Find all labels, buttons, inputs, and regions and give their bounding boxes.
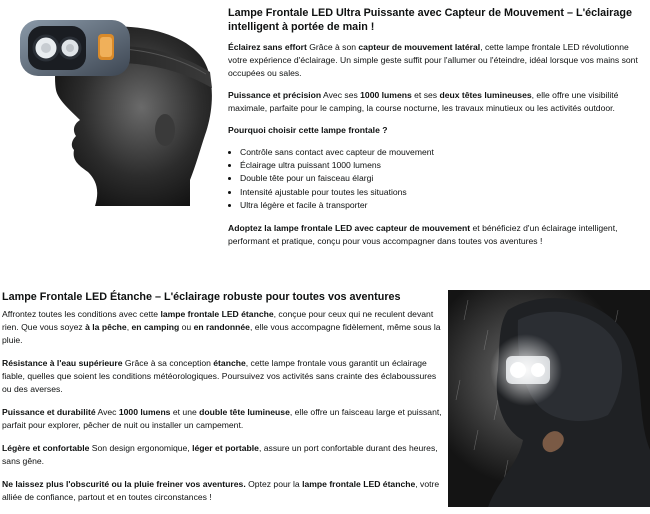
- top-title: Lampe Frontale LED Ultra Puissante avec Capteur de Mouvement – L'éclairage intelligent à portée de main !: [228, 7, 632, 33]
- bold-text: en camping: [131, 322, 180, 332]
- bold-text: étanche: [213, 358, 246, 368]
- text-run: , conçue pour ceux qui ne reculent devant rien. Que vous soyez: [2, 309, 434, 332]
- feature-item: • Éclairage ultra puissant 1000 lumens: [240, 159, 640, 172]
- bold-text: à la pêche: [85, 322, 127, 332]
- top-paragraph-1: [228, 41, 640, 80]
- text-run: Grâce à sa conception: [122, 358, 214, 368]
- text-run: Grâce à son: [306, 42, 359, 52]
- bold-text: 1000 lumens: [360, 90, 412, 100]
- bottom-description: [2, 290, 446, 514]
- bold-text: Adoptez la lampe frontale LED avec capteur de mouvement: [228, 223, 471, 234]
- bottom-paragraph-4: [2, 442, 446, 468]
- text-run: , elle offre un faisceau large et puissant, parfait pour explorer, pêcher de nuit ou installer un campement.: [2, 407, 442, 430]
- text-run: Son design ergonomique,: [89, 443, 193, 453]
- text-run: , cette lampe frontale vous garantit un éclairage fiable, quelles que soient les conditions météorologiques. Poursuivez vos activités sans crainte des éclaboussures ou des averses.: [2, 358, 437, 394]
- text-run: , elle offre une visibilité maximale, parfaite pour le camping, la course nocturne, les travaux minutieux ou les activités outdoor.: [228, 90, 619, 113]
- text-run: et une: [170, 407, 200, 417]
- bottom-paragraph-2: [2, 357, 446, 396]
- bottom-paragraph-5: [2, 478, 446, 504]
- text-run: Avec: [95, 407, 119, 417]
- top-paragraph-2: [228, 89, 640, 115]
- rain-hiker-image: [448, 290, 650, 507]
- top-paragraph-3: [228, 222, 640, 248]
- bold-text: lampe frontale LED étanche: [302, 479, 416, 489]
- bottom-paragraph-1: [2, 308, 446, 347]
- bold-text: double tête lumineuse: [199, 407, 290, 417]
- text-run: , votre alliée de confiance, partout et en toutes circonstances !: [2, 479, 440, 502]
- headlamp-mannequin-image: [0, 0, 216, 206]
- text-run: et bénéficiez d'un éclairage intelligent, performant et pratique, conçu pour vous accompagner dans toutes vos aventures !: [228, 223, 618, 247]
- text-run: et ses: [411, 90, 440, 100]
- text-run: ou: [179, 322, 194, 332]
- bold-text: 1000 lumens: [118, 407, 171, 417]
- bold-text: lampe frontale LED étanche: [160, 309, 274, 319]
- bold-text: Ne laissez plus l'obscurité ou la pluie freiner vos aventures.: [2, 479, 246, 489]
- feature-item: • Double tête pour un faisceau élargi: [240, 172, 640, 185]
- bold-text: capteur de mouvement latéral: [358, 42, 481, 52]
- rain-hiker-illustration: [448, 290, 650, 507]
- bold-text: léger et portable: [192, 443, 259, 453]
- bold-text: en randonnée: [193, 322, 250, 332]
- feature-item: • Intensité ajustable pour toutes les situations: [240, 186, 640, 199]
- bold-text: Résistance à l'eau supérieure: [2, 358, 123, 368]
- bottom-paragraph-3: [2, 406, 446, 432]
- text-run: , assure un port confortable durant des heures, sans gêne.: [2, 443, 438, 466]
- bold-text: Puissance et durabilité: [2, 407, 96, 417]
- text-run: Optez pour la: [245, 479, 303, 489]
- feature-item: • Ultra légère et facile à transporter: [240, 199, 640, 212]
- feature-list: [228, 146, 640, 212]
- bold-text: Puissance et précision: [228, 90, 322, 100]
- why-heading: Pourquoi choisir cette lampe frontale ?: [228, 125, 388, 135]
- bold-text: Légère et confortable: [2, 443, 90, 453]
- text-run: ,: [126, 322, 132, 332]
- feature-item: • Contrôle sans contact avec capteur de mouvement: [240, 146, 640, 159]
- bold-text: deux têtes lumineuses: [439, 90, 532, 100]
- text-run: Affrontez toutes les conditions avec cette: [2, 309, 161, 319]
- bottom-title: Lampe Frontale LED Étanche – L'éclairage robuste pour toutes vos aventures: [2, 291, 401, 303]
- bold-text: Éclairez sans effort: [228, 42, 307, 52]
- text-run: , cette lampe frontale LED révolutionne votre expérience d'éclairage. Un simple geste suffit pour l'allumer ou l'éteindre, idéal lorsque vos mains sont occupées ou sales.: [228, 42, 638, 78]
- text-run: , elle vous accompagne fidèlement, même sous la pluie.: [2, 322, 441, 345]
- mannequin-illustration: [0, 0, 216, 206]
- top-description: [228, 6, 640, 257]
- text-run: Avec ses: [321, 90, 361, 100]
